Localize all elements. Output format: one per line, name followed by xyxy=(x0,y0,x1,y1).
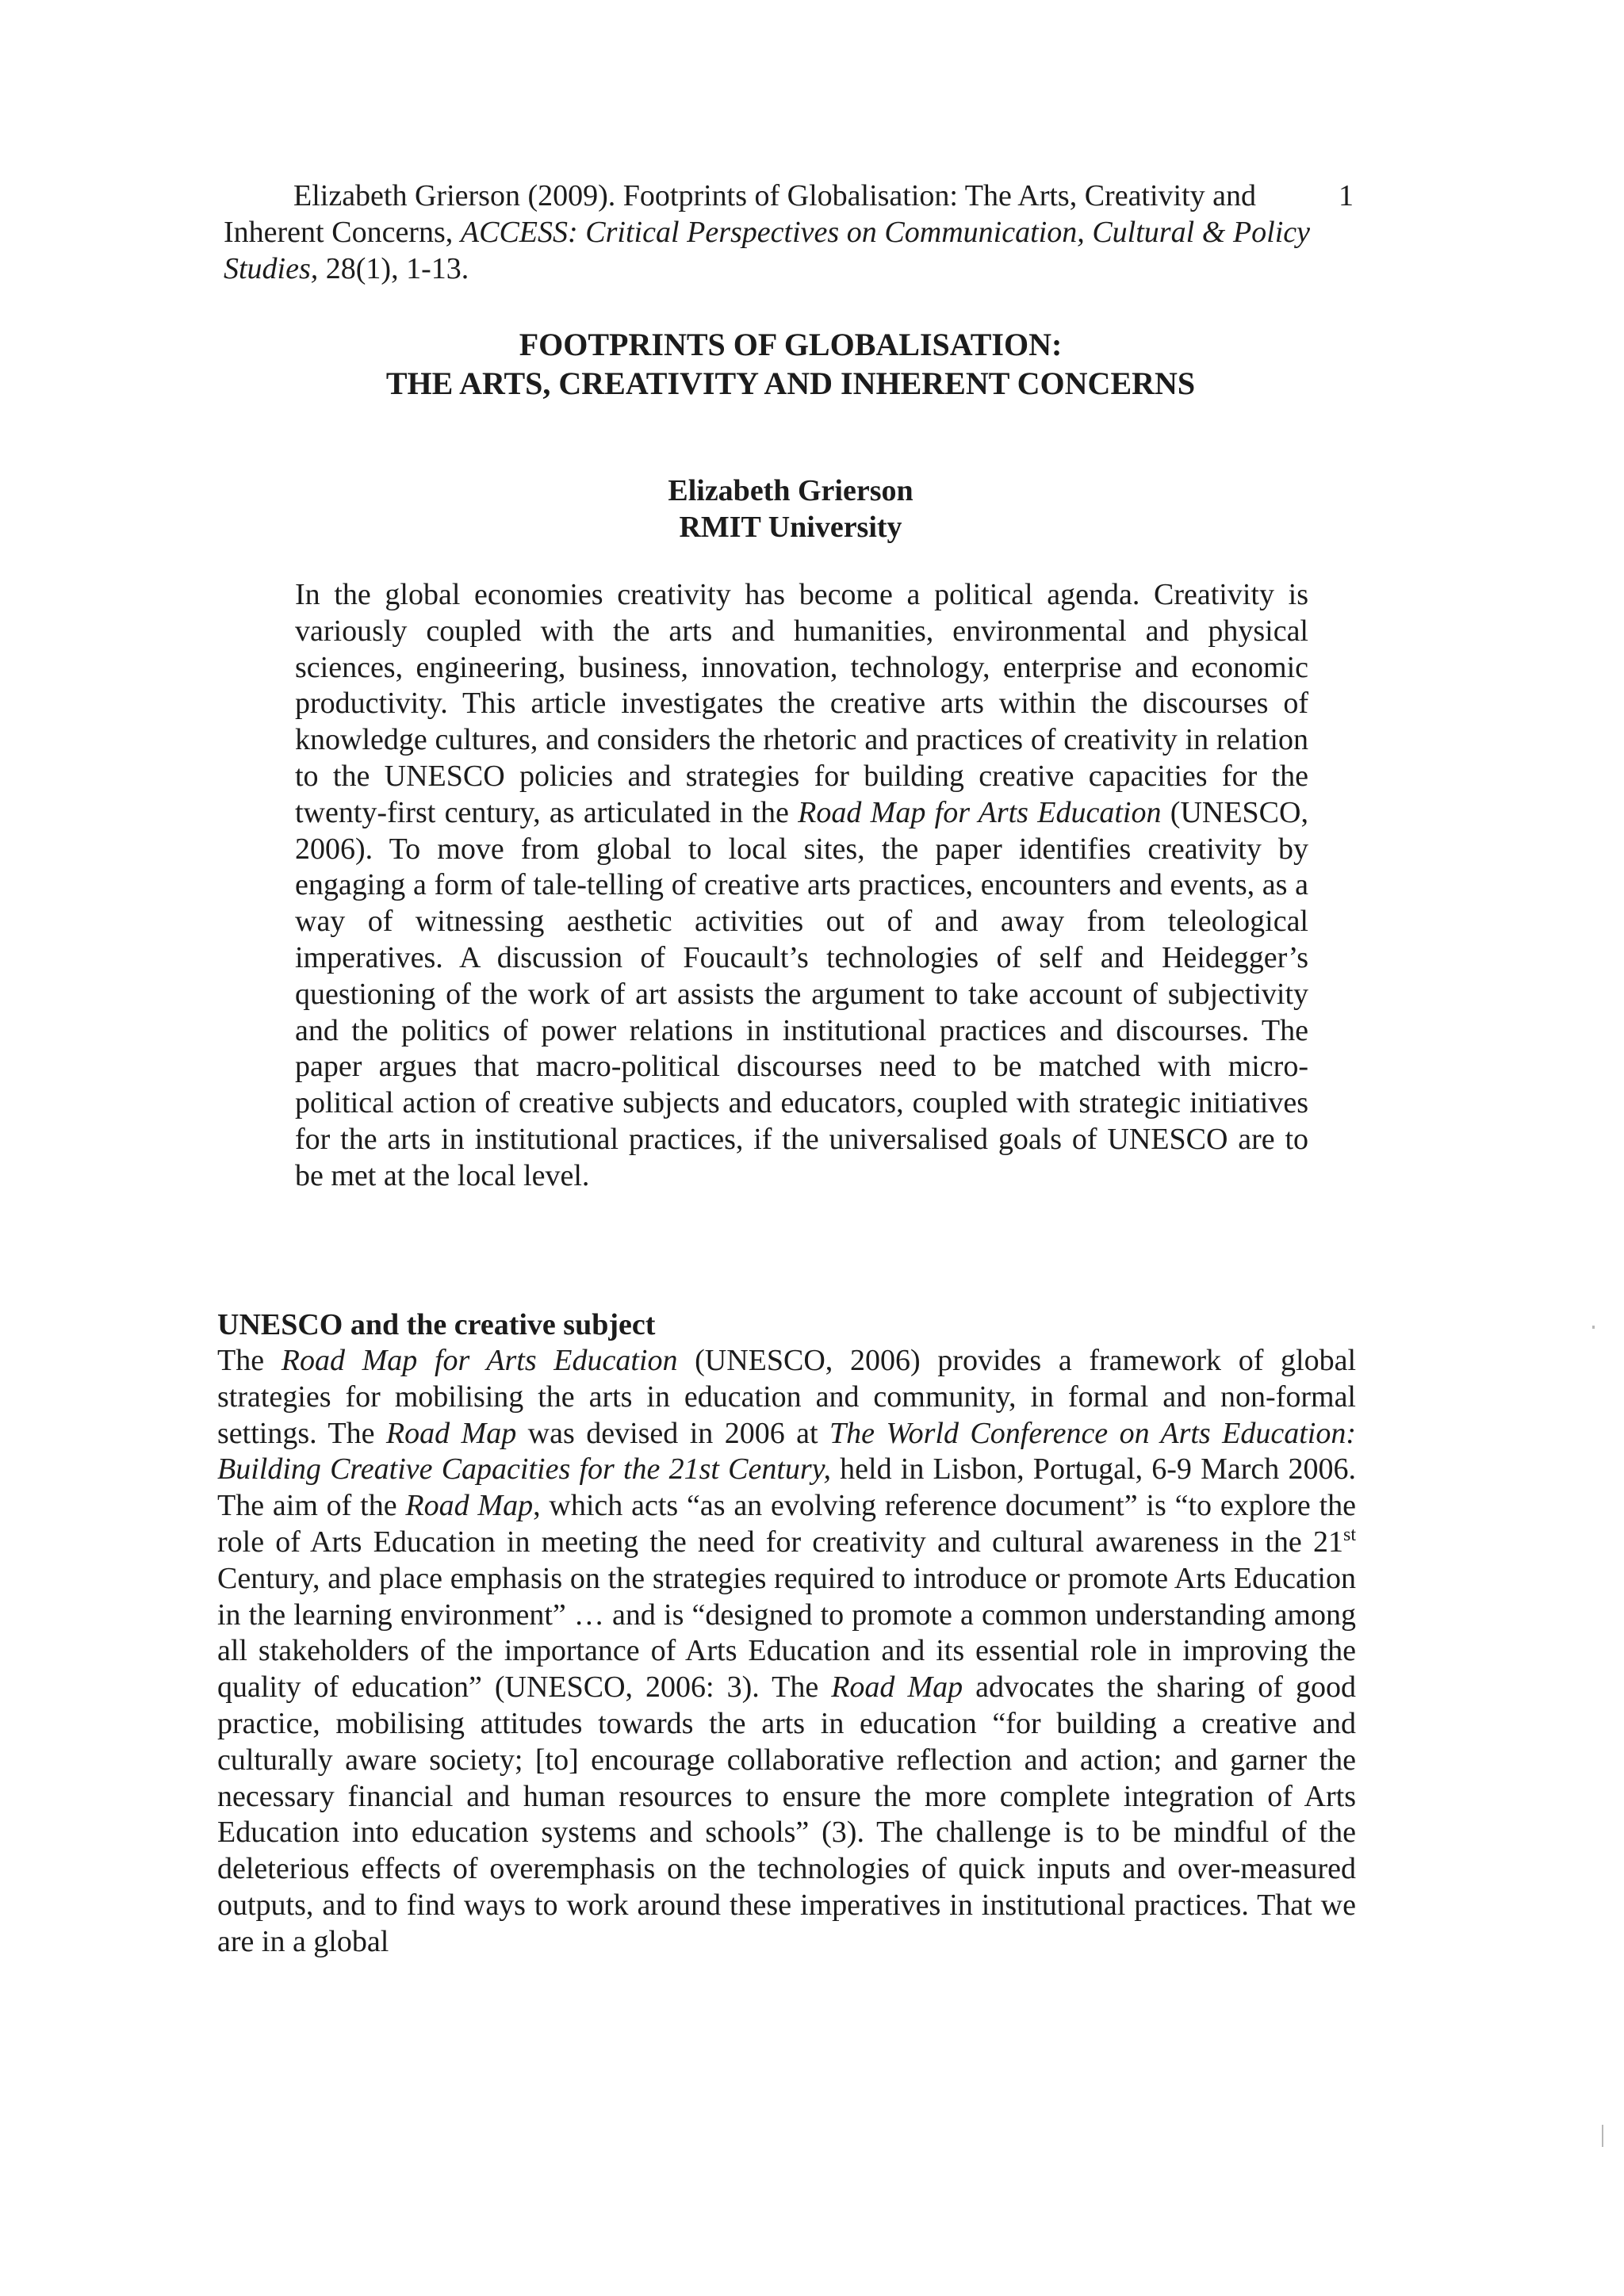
body-italic-3: The World Conference on Arts Education: Building Creative Capacities for the 21st Century, xyxy=(217,1416,1357,1487)
body-text-3: was devised in 2006 at xyxy=(516,1416,830,1450)
citation-journal: ACCESS: Critical Perspectives on Communication, Cultural & Policy Studies, xyxy=(224,216,1311,285)
body-italic-1: Road Map for Arts Education xyxy=(281,1344,678,1377)
citation xyxy=(224,178,1310,287)
citation-volume-pages: 28(1), 1-13. xyxy=(318,252,469,285)
citation-author-year: Elizabeth Grierson (2009). Footprints of Globalisation: The Arts, Creativity and xyxy=(293,179,1257,212)
body-text-1: The xyxy=(217,1344,282,1377)
paper-title xyxy=(224,325,1358,403)
paper-title-line1: FOOTPRINTS OF GLOBALISATION: xyxy=(519,327,1063,362)
body-superscript: st xyxy=(1342,1524,1356,1545)
abstract-text-1: In the global economies creativity has become a political agenda. Creativity is variously coupled with the arts and humanities, environmental and physical sciences, engineering, business, innovation, technology, enterprise and economic productivity. This article investigates the creative arts within the discourses of knowledge cultures, and considers the rhetoric and practices of creativity in relation to the UNESCO policies and strategies for building creative capacities for the twenty-first century, as articulated in the xyxy=(295,578,1308,829)
author-affiliation: RMIT University xyxy=(679,511,902,544)
page-number: 1 xyxy=(1339,179,1354,212)
author-name: Elizabeth Grierson xyxy=(668,474,914,507)
paper-title-line2: THE ARTS, CREATIVITY AND INHERENT CONCERNS xyxy=(385,365,1196,401)
body-italic-5: Road Map xyxy=(831,1670,963,1705)
section-heading: UNESCO and the creative subject xyxy=(217,1308,656,1341)
body-text-6: Century, and place emphasis on the strategies required to introduce or promote Arts Education in the learning environment” … and is “designed to promote a common understanding among all stakeholders of the importance of Arts Education and its essential role in improving the quality of education” (UNESCO, 2006: 3). The xyxy=(217,1561,1356,1705)
citation-title-end: Inherent Concerns, xyxy=(224,216,461,249)
section-body xyxy=(217,1343,1356,1961)
abstract-italic-road-map: Road Map for Arts Education xyxy=(798,795,1162,829)
abstract-text-2: (UNESCO, 2006). To move from global to local sites, the paper identifies creativity by engaging a form of tale-telling of creative arts practices, encounters and events, as a way of witnessing aesthetic activities out of and away from teleological imperatives. A discussion of Foucault’s technologies of self and Heidegger’s questioning of the work of art assists the argument to take account of subjectivity and the politics of power relations in institutional practices and discourses. The paper argues that macro-political discourses need to be matched with micro-political action of creative subjects and educators, coupled with strategic initiatives for the arts in institutional practices, if the universalised goals of UNESCO are to be met at the local level. xyxy=(295,795,1308,1192)
body-italic-2: Road Map xyxy=(385,1416,517,1450)
scan-artifact-dot xyxy=(1592,1326,1595,1329)
body-text-4: held in Lisbon, Portugal, 6-9 March 2006. The aim of the xyxy=(217,1452,1356,1523)
body-text-7: advocates the sharing of good practice, mobilising attitudes towards the arts in education “for building a creative and culturally aware society; [to] encourage collaborative reflection and action; and garner the necessary financial and human resources to ensure the more complete integration of Arts Education into education systems and schools” (3). The challenge is to be mindful of the deleterious effects of overemphasis on the technologies of quick inputs and over-measured outputs, and to find ways to work around these imperatives in institutional practices. That we are in a global xyxy=(217,1670,1356,1958)
abstract xyxy=(295,577,1308,1195)
scan-artifact-mark xyxy=(1602,2125,1603,2147)
body-text-2: (UNESCO, 2006) provides a framework of global strategies for mobilising the arts in education and community, in formal and non-formal settings. The xyxy=(217,1344,1356,1450)
author-block xyxy=(224,473,1358,545)
body-italic-4: Road Map xyxy=(405,1489,534,1523)
body-text-5: , which acts “as an evolving reference document” is “to explore the role of Arts Education in meeting the need for creativity and cultural awareness in the 21 xyxy=(217,1489,1356,1559)
